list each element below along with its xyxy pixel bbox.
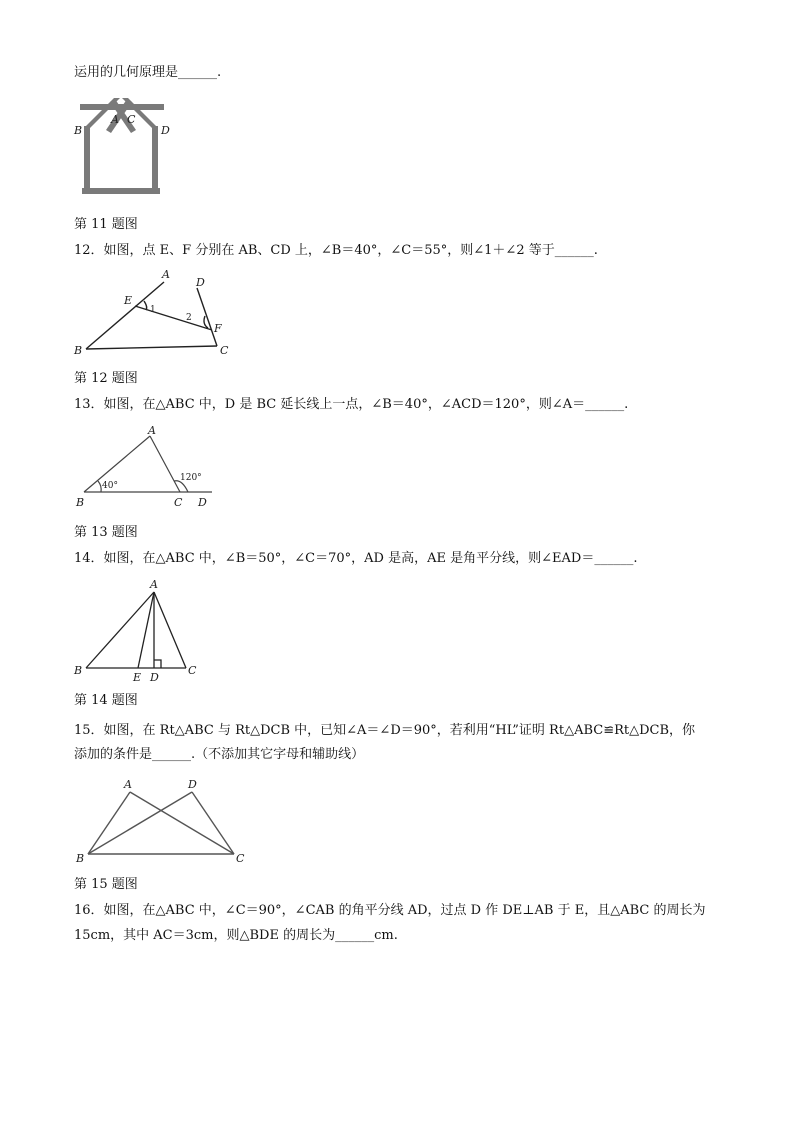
q12-label-D: D	[196, 276, 205, 289]
q13-label-B: B	[76, 496, 85, 509]
q13-label-40: 40°	[102, 481, 118, 491]
q13-angle-B-arc	[98, 481, 101, 492]
q11-left-post	[84, 126, 90, 192]
q12-figure	[72, 268, 242, 358]
q12-line-CD	[197, 288, 217, 346]
q14-label-C: C	[188, 664, 197, 677]
q14-line-AC	[154, 592, 186, 668]
q14-label-D: D	[150, 671, 159, 684]
q14-right-angle-mark	[154, 660, 161, 668]
q15-caption: 第 15 题图	[74, 877, 138, 892]
q13-label-A: A	[148, 424, 156, 437]
q15-line-BD	[88, 792, 192, 854]
q13-figure	[72, 424, 222, 508]
q14-label-B: B	[74, 664, 83, 677]
q14-figure	[72, 578, 202, 684]
q15-text-line1: 15．如图，在 Rt△ABC 与 Rt△DCB 中，已知∠A＝∠D＝90°，若利用“HL”证明 Rt△ABC≌Rt△DCB，你	[74, 723, 696, 738]
q11-text: 运用的几何原理是______.	[74, 65, 222, 80]
q11-bottom-beam	[82, 188, 160, 194]
q15-label-D: D	[188, 778, 197, 791]
q13-line-AC	[150, 436, 180, 492]
q15-label-C: C	[236, 852, 245, 865]
q13-text: 13．如图，在△ABC 中，D 是 BC 延长线上一点，∠B＝40°，∠ACD＝120°，则∠A＝______.	[74, 397, 629, 412]
q15-line-AC	[130, 792, 234, 854]
q14-caption: 第 14 题图	[74, 693, 138, 708]
q12-label-2: 2	[186, 313, 192, 323]
q12-text: 12．如图，点 E、F 分别在 AB、CD 上，∠B＝40°，∠C＝55°，则∠1＋∠2 等于______.	[74, 243, 598, 258]
q14-label-A: A	[150, 578, 158, 591]
q13-label-120: 120°	[180, 473, 202, 483]
q15-line-BA	[88, 792, 130, 854]
q12-caption: 第 12 题图	[74, 371, 138, 386]
q16-text-line1: 16．如图，在△ABC 中，∠C＝90°，∠CAB 的角平分线 AD，过点 D 作 DE⊥AB 于 E，且△ABC 的周长为	[74, 903, 706, 918]
q12-line-BA	[86, 282, 164, 349]
q11-label-B: B	[74, 124, 83, 137]
q15-label-B: B	[76, 852, 85, 865]
q14-text: 14．如图，在△ABC 中，∠B＝50°，∠C＝70°，AD 是高，AE 是角平分线，则∠EAD＝______.	[74, 551, 638, 566]
q13-label-D: D	[198, 496, 207, 509]
q12-label-1: 1	[150, 305, 156, 315]
q12-label-A: A	[162, 268, 170, 281]
q11-caption: 第 11 题图	[74, 217, 138, 232]
q14-label-E: E	[133, 671, 142, 684]
q14-line-AE	[138, 592, 154, 668]
q14-line-BA	[86, 592, 154, 668]
q12-label-C: C	[220, 344, 229, 357]
q11-label-D: D	[161, 124, 170, 137]
q12-label-B: B	[74, 344, 83, 357]
q15-line-DC	[192, 792, 234, 854]
q13-label-C: C	[174, 496, 183, 509]
q15-label-A: A	[124, 778, 132, 791]
q16-text-line2: 15cm，其中 AC＝3cm，则△BDE 的周长为______cm.	[74, 928, 398, 943]
q11-label-A: A	[111, 113, 119, 126]
q15-text-line2: 添加的条件是______.（不添加其它字母和辅助线）	[74, 747, 365, 762]
q15-figure	[72, 776, 252, 866]
q12-line-BC	[86, 346, 217, 349]
q11-right-post	[152, 126, 158, 192]
q11-figure	[72, 96, 172, 204]
q13-caption: 第 13 题图	[74, 525, 138, 540]
q12-label-E: E	[124, 294, 133, 307]
q12-label-F: F	[214, 322, 222, 335]
q11-label-C: C	[127, 113, 136, 126]
